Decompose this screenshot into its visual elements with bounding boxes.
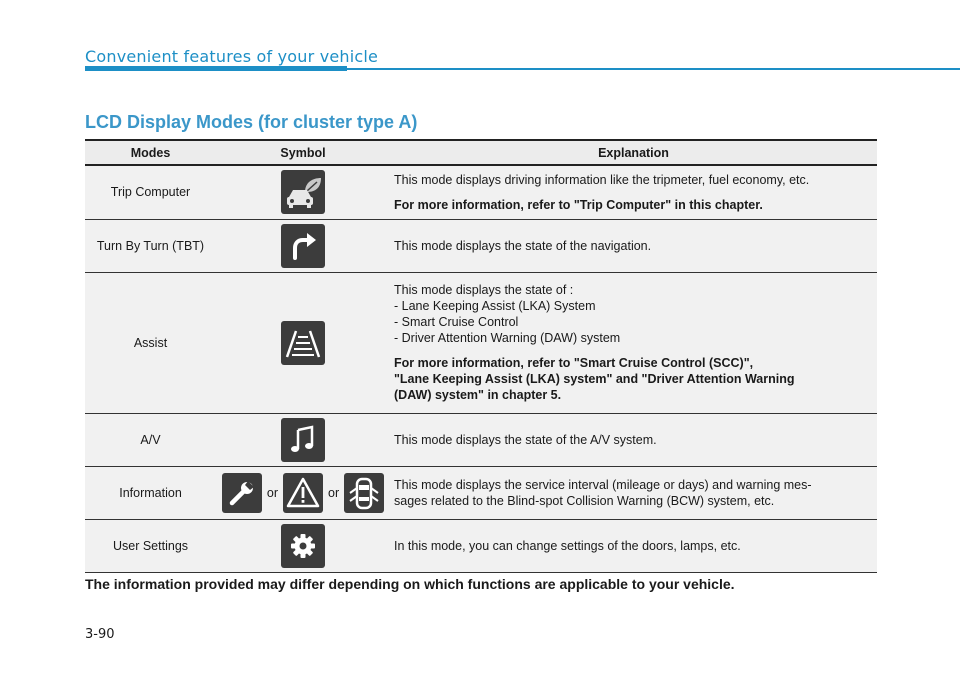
header-rule-thin <box>347 68 960 70</box>
column-header-modes: Modes <box>85 140 216 165</box>
explanation-text: This mode displays driving information like the tripmeter, fuel economy, etc. <box>394 172 810 187</box>
table-header-row <box>85 140 877 165</box>
symbol-cell <box>216 413 390 466</box>
mode-name: Turn By Turn (TBT) <box>85 219 216 272</box>
explanation-cell <box>390 165 877 219</box>
table-row <box>85 219 877 272</box>
table-row <box>85 272 877 413</box>
turn-right-arrow-icon <box>281 224 325 268</box>
symbol-cell <box>216 219 390 272</box>
or-separator: or <box>328 485 340 500</box>
explanation-cell <box>390 519 877 572</box>
page-number: 3-90 <box>85 627 115 642</box>
table-row <box>85 165 877 219</box>
section-title: Convenient features of your vehicle <box>85 47 379 66</box>
car-leaf-icon <box>281 170 325 214</box>
or-separator: or <box>266 485 278 500</box>
mode-name: A/V <box>85 413 216 466</box>
symbol-cell <box>216 466 390 519</box>
column-header-symbol: Symbol <box>216 140 390 165</box>
music-note-icon <box>281 418 325 462</box>
gear-icon <box>281 524 325 568</box>
section-header <box>85 44 960 74</box>
car-doors-open-icon <box>344 473 384 513</box>
explanation-text: In this mode, you can change settings of the doors, lamps, etc. <box>394 538 741 553</box>
symbol-cell <box>216 272 390 413</box>
explanation-text: This mode displays the state of : <box>394 283 574 297</box>
explanation-text: - Smart Cruise Control <box>394 315 519 329</box>
explanation-cell <box>390 466 877 519</box>
explanation-text: - Driver Attention Warning (DAW) system <box>394 331 621 345</box>
explanation-reference-line: (DAW) system" in chapter 5. <box>394 388 562 402</box>
explanation-reference-line: For more information, refer to "Smart Cruise Control (SCC)", <box>394 356 754 370</box>
table-row <box>85 413 877 466</box>
header-rule-thick <box>85 66 347 71</box>
table-row <box>85 466 877 519</box>
explanation-text: This mode displays the service interval (mileage or days) and warning mes- <box>394 477 812 492</box>
table-row <box>85 519 877 572</box>
warning-triangle-icon <box>283 473 323 513</box>
explanation-reference <box>394 355 871 403</box>
explanation-cell <box>390 413 877 466</box>
mode-name: Information <box>85 466 216 519</box>
explanation-cell <box>390 219 877 272</box>
page-heading: LCD Display Modes (for cluster type A) <box>85 112 418 132</box>
explanation-text: - Lane Keeping Assist (LKA) System <box>394 299 596 313</box>
symbol-cell <box>216 165 390 219</box>
mode-name: Assist <box>85 272 216 413</box>
explanation-text: This mode displays the state of the A/V system. <box>394 432 657 447</box>
explanation-reference-line: "Lane Keeping Assist (LKA) system" and "Driver Attention Warning <box>394 372 795 386</box>
wrench-icon <box>222 473 262 513</box>
column-header-explanation: Explanation <box>390 140 877 165</box>
explanation-text: sages related to the Blind-spot Collision Warning (BCW) system, etc. <box>394 493 775 508</box>
explanation-reference: For more information, refer to "Trip Computer" in this chapter. <box>394 197 763 212</box>
footnote: The information provided may differ depending on which functions are applicable to your vehicle. <box>85 576 735 592</box>
mode-name: User Settings <box>85 519 216 572</box>
symbol-cell <box>216 519 390 572</box>
explanation-text: This mode displays the state of the navigation. <box>394 238 652 253</box>
lane-assist-icon <box>281 321 325 365</box>
modes-table <box>85 139 877 573</box>
mode-name: Trip Computer <box>85 165 216 219</box>
explanation-cell <box>390 272 877 413</box>
